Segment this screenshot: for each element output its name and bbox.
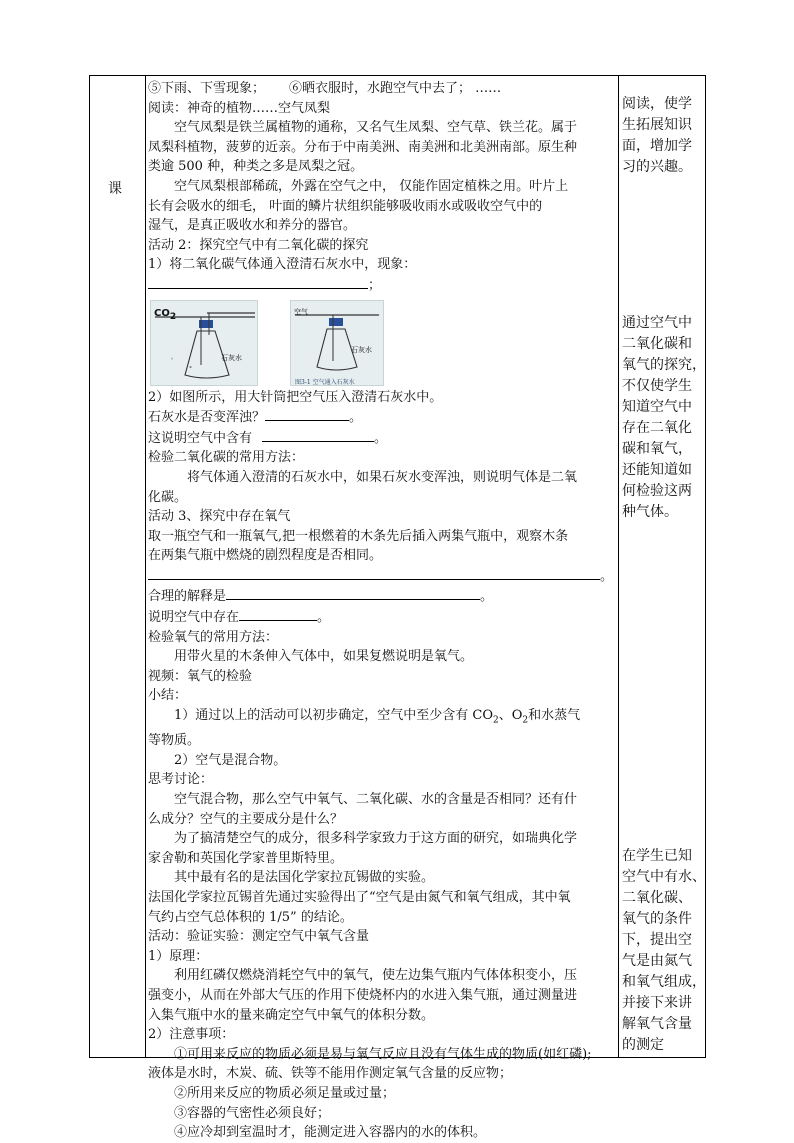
note-line: 阅读，使学: [622, 96, 692, 112]
activity3-observation-line: 。: [148, 566, 618, 587]
video-title: 视频：氧气的检验: [148, 668, 253, 684]
reading-p1-line1: 空气凤梨是铁兰属植物的通称，又名气生凤梨、空气草、铁兰花。属于: [174, 120, 578, 136]
note-line: 并接下来讲: [622, 995, 692, 1011]
column-divider-right: [618, 76, 619, 1057]
answer-blank: [265, 407, 349, 421]
air-label: 空气: [294, 307, 308, 316]
principle-line3: 入集气瓶中水的量来确定空气中氧气的体积分数。: [148, 1007, 435, 1023]
note-line: 气是由氮气: [622, 953, 692, 969]
note-line: 何检验这两: [622, 483, 692, 499]
note-line: 解氧气含量: [622, 1016, 692, 1032]
note-line: 面，增加学: [622, 138, 692, 154]
note-line: 存在二氧化: [622, 420, 692, 436]
note4: ④应冷却到室温时才，能测定进入容器内的水的体积。: [174, 1125, 487, 1141]
svg-text:。: 。: [171, 353, 178, 361]
activity3-line2: 在两集气瓶中燃烧的剧烈程度是否相同。: [148, 548, 383, 564]
limewater-turbid-question: 石灰水是否变浑浊？ 。: [148, 407, 618, 428]
air-contains-question: 这说明空气中含有 。: [148, 428, 618, 449]
note-line: 下，提出空: [622, 932, 692, 948]
lesson-table: [89, 75, 706, 1141]
think-p1-line1: 空气混合物，那么空气中氧气、二氧化碳、水的含量是否相同？还有什: [174, 792, 578, 807]
answer-blank: [148, 566, 600, 580]
note-line: 氧气的探究，: [622, 357, 706, 373]
notes-title: 2）注意事项：: [148, 1027, 235, 1043]
activity3-explanation: 合理的解释是 。: [148, 586, 618, 607]
summary-item1-cont: 等物质。: [148, 733, 201, 749]
summary-title: 小结：: [148, 688, 188, 704]
verify-title: 活动：验证实验：测定空气中氧气含量: [148, 929, 370, 945]
answer-blank: [226, 586, 480, 600]
note-reading: [622, 94, 704, 178]
note-line: 二氧化碳、: [622, 890, 692, 906]
note-line: 空气中有水、: [622, 869, 706, 885]
activity3-conclusion: 说明空气中存在 。: [148, 607, 618, 628]
figure-caption: 图3-1 空气通入石灰水: [295, 378, 355, 386]
principle-line2: 强变小，从而在外部大气压的作用下使烧杯内的水进入集气瓶，通过测量进: [148, 987, 578, 1003]
note-line: 习的兴趣。: [622, 159, 692, 175]
limewater-label-2: 石灰水: [351, 345, 372, 354]
think-title: 思考讨论：: [148, 772, 214, 788]
lesson-stage-label: 课: [108, 181, 122, 197]
note-gas-exploration: [622, 313, 704, 523]
reading-p1-line2: 凤梨科植物，菠萝的近亲。分布于中南美洲、南美洲和北美洲南部。原生种: [148, 139, 578, 155]
note-line: 二氧化碳和: [622, 336, 692, 352]
figure-co2-into-limewater: [150, 300, 258, 386]
co2-label: $CO_2$: [154, 307, 177, 322]
principle-line1: 利用红磷仅燃烧消耗空气中的氧气，使左边集气瓶内气体体积变小，压: [174, 968, 578, 984]
note1-line1: ①可用来反应的物质必须是易与氧气反应且没有气体生成的物质(如红磷);: [174, 1046, 592, 1062]
answer-blank: [239, 607, 317, 621]
lavoisier-line1: 法国化学家拉瓦锡首先通过实验得出了“空气是由氮气和氧气组成，其中氧: [148, 889, 571, 905]
note-line: 种气体。: [622, 504, 678, 520]
reading-p2-line2: 长有会吸水的细毛， 叶面的鳞片状组织能够吸收雨水或吸收空气中的: [148, 198, 543, 214]
answer-blank: [148, 275, 368, 289]
reading-p2-line3: 湿气，是真正吸收水和养分的器官。: [148, 218, 357, 234]
lavoisier-line2: 气约占空气总体积的 1/5” 的结论。: [148, 909, 353, 925]
o2-test-title: 检验氧气的常用方法：: [148, 629, 279, 645]
co2-test-line1: 将气体通入澄清的石灰水中，如果石灰水变浑浊，则说明气体是二氧: [187, 469, 578, 485]
limewater-label: 石灰水: [221, 353, 242, 362]
activity2-question2: 2）如图所示，用大针筒把空气压入澄清石灰水中。: [148, 389, 443, 405]
think-p3: 其中最有名的是法国化学家拉瓦锡做的实验。: [174, 870, 435, 886]
column-divider-left: [145, 76, 146, 1057]
summary-item1: 1）通过以上的活动可以初步确定，空气中至少含有 $CO_2$、$O_2$和水蒸气: [174, 708, 581, 726]
activity2-question1: 1）将二氧化碳气体通入澄清石灰水中，现象：: [148, 257, 417, 273]
co2-test-line2: 化碳。: [148, 489, 188, 505]
note-line: 通过空气中: [622, 315, 692, 331]
svg-text:°: °: [189, 365, 192, 373]
note1-line2: 液体是水时，木炭、硫、铁等不能用作测定氧气含量的反应物；: [148, 1066, 513, 1082]
note-line: 的测定: [622, 1037, 664, 1053]
activity2-title: 活动 2：探究空气中有二氧化碳的探究: [148, 237, 369, 253]
lesson-content: [148, 79, 618, 1143]
summary-item2: 2）空气是混合物。: [174, 752, 287, 768]
weather-line: ⑤下雨、下雪现象； ⑥晒衣服时，水跑空气中去了； ……: [148, 81, 502, 96]
note-line: 在学生已知: [622, 848, 692, 864]
note-line: 碳和氧气，: [622, 441, 692, 457]
note-oxygen-content: [622, 846, 704, 1056]
reading-title: 阅读：神奇的植物……空气凤梨: [148, 100, 331, 116]
answer-blank: [262, 428, 374, 442]
note-line: 知道空气中: [622, 399, 692, 415]
o2-test-body: 用带火星的木条伸入气体中，如果复燃说明是氧气。: [174, 649, 474, 665]
figure-air-into-limewater: [290, 300, 384, 386]
note-line: 不仅使学生: [622, 378, 692, 394]
figure-row: [148, 300, 618, 386]
reading-p2-line1: 空气凤梨根部稀疏，外露在空气之中， 仅能作固定植株之用。叶片上: [174, 178, 569, 194]
principle-title: 1）原理：: [148, 948, 209, 964]
note-line: 氧气的条件: [622, 911, 692, 927]
think-p1-line2: 么成分？空气的主要成分是什么？: [148, 811, 344, 827]
activity3-title: 活动 3、探究中存在氧气: [148, 509, 291, 525]
reading-p1-line3: 类逾 500 种，种类之多是凤梨之冠。: [148, 159, 364, 175]
co2-test-title: 检验二氧化碳的常用方法：: [148, 450, 305, 466]
note3: ③容器的气密性必须良好；: [174, 1105, 331, 1121]
think-p2-line1: 为了搞清楚空气的成分，很多科学家致力于这方面的研究，如瑞典化学: [174, 831, 578, 847]
activity3-line1: 取一瓶空气和一瓶氧气,把一根燃着的木条先后插入两集气瓶中，观察木条: [148, 528, 569, 544]
note2: ②所用来反应的物质必须足量或过量；: [174, 1085, 396, 1101]
think-p2-line2: 家舍勒和英国化学家普里斯特里。: [148, 850, 344, 866]
note-line: 生拓展知识: [622, 117, 692, 133]
activity2-answer-line: ；: [148, 275, 618, 296]
note-line: 还能知道如: [622, 462, 692, 478]
note-line: 和氧气组成，: [622, 974, 706, 990]
